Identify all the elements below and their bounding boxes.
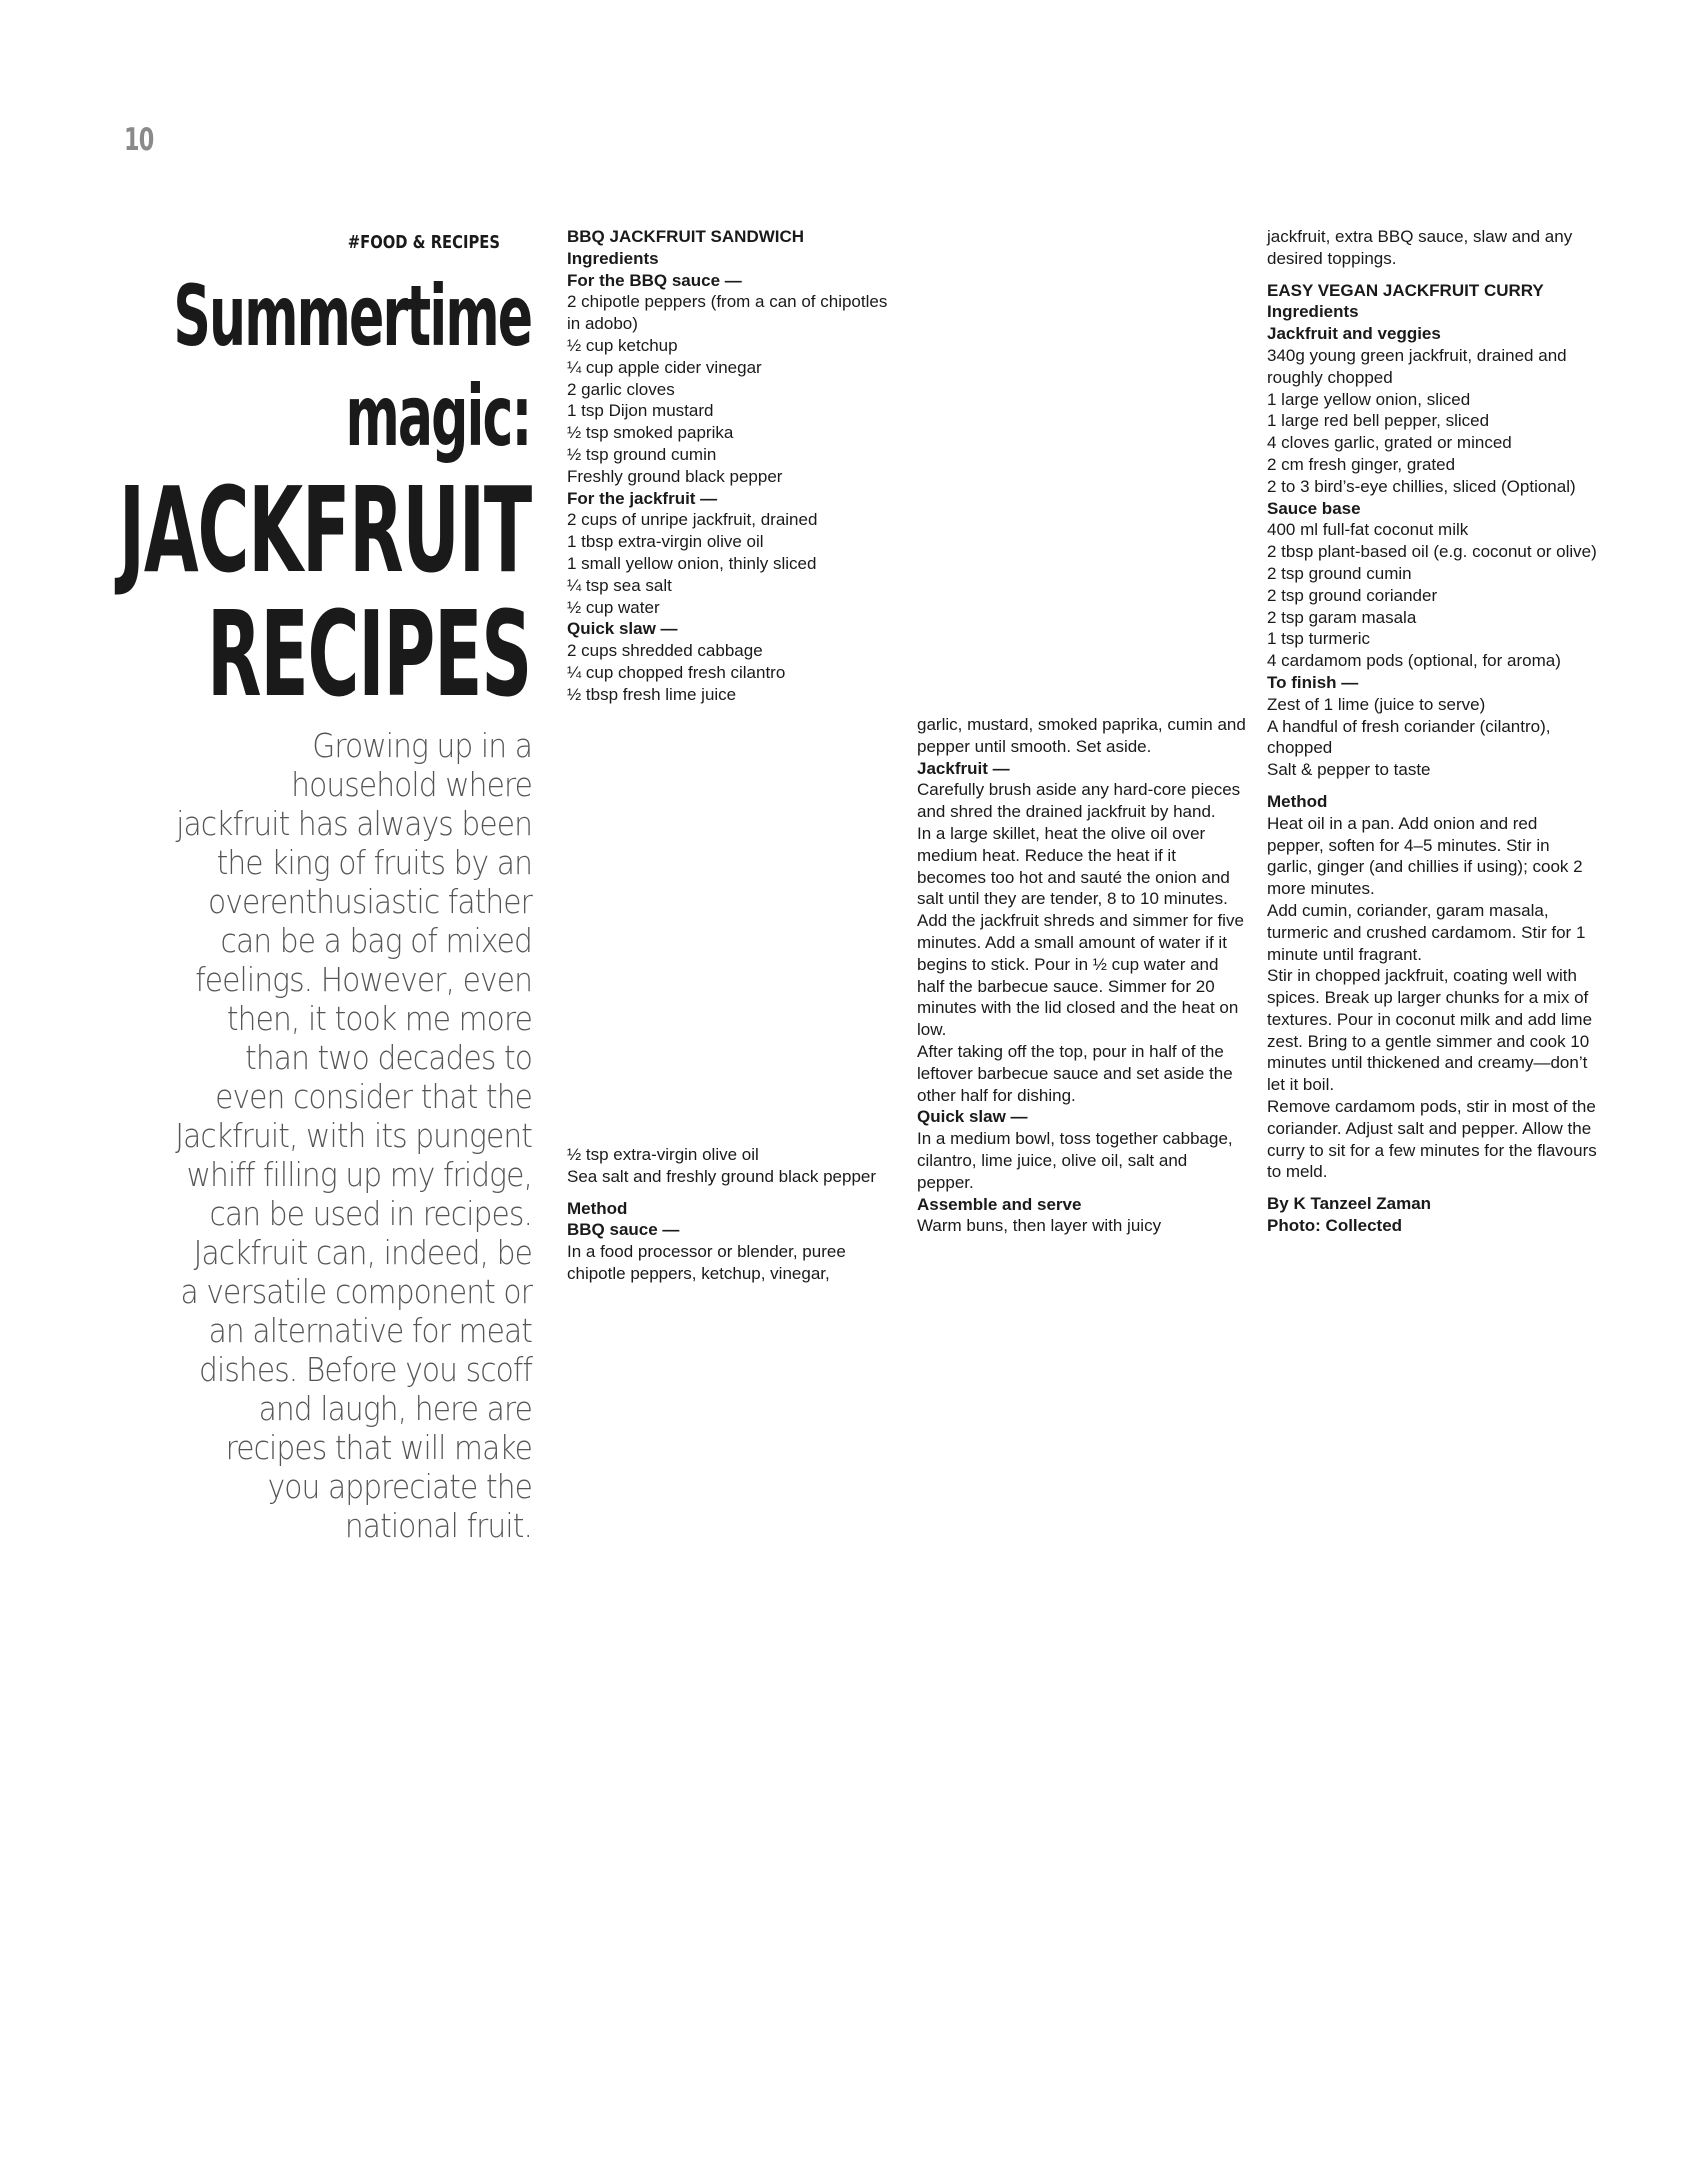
recipe-line: ½ cup water (567, 597, 660, 617)
recipe-line: 2 cups of unripe jackfruit, drained (567, 510, 818, 530)
recipe-line: 1 tbsp extra-virgin olive oil (567, 532, 764, 552)
headline-line-1: Summertime (173, 267, 531, 365)
recipe-line: ½ tsp smoked paprika (567, 423, 734, 443)
recipe-heading: BBQ sauce — (567, 1220, 680, 1240)
recipe-heading: Ingredients (1267, 302, 1359, 322)
recipe-line: 1 large red bell pepper, sliced (1267, 411, 1490, 431)
recipe-heading: Quick slaw — (567, 619, 678, 639)
recipe-heading: Ingredients (567, 248, 659, 268)
recipe-line: ½ cup ketchup (567, 335, 678, 355)
recipe-line: Stir in chopped jackfruit, coating well with spices. Break up larger chunks for a mix of textures. Pour in coconut milk and add lime zest. Bring to a gentle simmer and cook 10 minutes until thickened and creamy—don’t let it boil. (1267, 966, 1593, 1095)
recipe-line: ½ tbsp fresh lime juice (567, 684, 737, 704)
recipe-line: Remove cardamom pods, stir in most of the coriander. Adjust salt and pepper. Allow the curry to sit for a few minutes for the flavours to meld. (1267, 1097, 1597, 1182)
recipe-line: 2 tsp ground cumin (1267, 563, 1412, 583)
recipe-line: Sea salt and freshly ground black pepper (567, 1166, 877, 1186)
headline-line-3: JACKFRUIT (118, 461, 531, 599)
recipe-column-3 (1267, 226, 1597, 1237)
recipe-line: 2 tsp ground coriander (1267, 585, 1438, 605)
recipe-line: 2 cups shredded cabbage (567, 641, 763, 661)
recipe-line: Warm buns, then layer with juicy (917, 1216, 1162, 1236)
recipe-line: 2 tbsp plant-based oil (e.g. coconut or olive) (1267, 542, 1597, 562)
recipe-line: 1 tsp Dijon mustard (567, 401, 714, 421)
section-tag: #FOOD & RECIPES (347, 232, 500, 253)
page-number: 10 (124, 122, 154, 158)
recipe-heading: Jackfruit and veggies (1267, 324, 1441, 344)
recipe-heading: Photo: Collected (1267, 1216, 1403, 1236)
recipe-line: After taking off the top, pour in half of the leftover barbecue sauce and set aside the other half for dishing. (917, 1041, 1233, 1105)
recipe-line: ¼ cup apple cider vinegar (567, 357, 762, 377)
recipe-heading: Method (1267, 791, 1328, 811)
headline-line-4: RECIPES (206, 585, 531, 723)
recipe-line: 4 cloves garlic, grated or minced (1267, 433, 1512, 453)
recipe-line: 4 cardamom pods (optional, for aroma) (1267, 651, 1561, 671)
recipe-line: Zest of 1 lime (juice to serve) (1267, 694, 1486, 714)
recipe-line: Carefully brush aside any hard-core pieces and shred the drained jackfruit by hand. (917, 780, 1241, 822)
recipe-line: ½ tsp ground cumin (567, 444, 717, 464)
recipe-line: garlic, mustard, smoked paprika, cumin and pepper until smooth. Set aside. (917, 715, 1246, 756)
recipe-line: In a food processor or blender, puree chipotle peppers, ketchup, vinegar, (567, 1242, 846, 1283)
recipe-line: 1 small yellow onion, thinly sliced (567, 553, 817, 573)
recipe-line: 2 cm fresh ginger, grated (1267, 454, 1456, 474)
recipe-heading: Assemble and serve (917, 1194, 1082, 1214)
intro-paragraph: Growing up in a household where jackfruit has always been the king of fruits by an overenthusiastic father can be a bag of mixed feelings. However, even then, it took me more than two decades to even consider that the Jackfruit, with its pungent whiff filling up my fridge, can be used in recipes. Jackfruit can, indeed, be a versatile component or an alternative for meat dishes. Before you scoff and laugh, here are recipes that will make you appreciate the national fruit. (175, 726, 533, 1545)
recipe-line: In a large skillet, heat the olive oil over medium heat. Reduce the heat if it becomes too hot and sauté the onion and salt until they are tender, 8 to 10 minutes. Add the jackfruit shreds and simmer for five minutes. Add a small amount of water if it begins to stick. Pour in ½ cup water and half the barbecue sauce. Simmer for 20 minutes with the lid closed and the heat on low. (917, 823, 1244, 1040)
recipe-line: ¼ tsp sea salt (567, 575, 672, 595)
recipe-line: 2 chipotle peppers (from a can of chipotles in adobo) (567, 292, 888, 334)
recipe-line: 1 tsp turmeric (1267, 629, 1370, 649)
recipe-heading: Jackfruit — (917, 758, 1010, 778)
recipe-line: In a medium bowl, toss together cabbage, cilantro, lime juice, olive oil, salt and pepper. (917, 1129, 1233, 1192)
recipe-column-1-bottom (567, 1144, 897, 1285)
recipe-line: 340g young green jackfruit, drained and roughly chopped (1267, 345, 1567, 387)
recipe-heading: For the BBQ sauce — (567, 270, 742, 290)
recipe-line: A handful of fresh coriander (cilantro), chopped (1267, 716, 1551, 758)
recipe-heading: EASY VEGAN JACKFRUIT CURRY (1267, 280, 1544, 300)
recipe-heading: For the jackfruit — (567, 488, 718, 508)
recipe-line: ½ tsp extra-virgin olive oil (567, 1145, 759, 1164)
headline-line-2: magic: (345, 367, 531, 465)
recipe-line: jackfruit, extra BBQ sauce, slaw and any desired toppings. (1267, 227, 1573, 268)
recipe-line: 2 to 3 bird’s-eye chillies, sliced (Optional) (1267, 476, 1576, 496)
recipe-column-1-top (567, 226, 897, 706)
recipe-heading: BBQ JACKFRUIT SANDWICH (567, 227, 805, 246)
recipe-line: 400 ml full-fat coconut milk (1267, 520, 1469, 540)
recipe-line: 2 garlic cloves (567, 379, 675, 399)
recipe-line: Salt & pepper to taste (1267, 760, 1431, 780)
recipe-line: Heat oil in a pan. Add onion and red pepper, soften for 4–5 minutes. Stir in garlic, ginger (and chillies if using); cook 2 more minutes. (1267, 813, 1583, 899)
recipe-line: ¼ cup chopped fresh cilantro (567, 662, 786, 682)
recipe-heading: Method (567, 1198, 628, 1218)
recipe-heading: By K Tanzeel Zaman (1267, 1194, 1432, 1214)
recipe-heading: Sauce base (1267, 498, 1361, 518)
recipe-line: 1 large yellow onion, sliced (1267, 389, 1471, 409)
recipe-line: Freshly ground black pepper (567, 466, 783, 486)
recipe-line: Add cumin, coriander, garam masala, turmeric and crushed cardamom. Stir for 1 minute until fragrant. (1267, 900, 1586, 964)
recipe-heading: To finish — (1267, 672, 1359, 692)
recipe-line: 2 tsp garam masala (1267, 607, 1417, 627)
recipe-column-2 (917, 714, 1247, 1237)
recipe-heading: Quick slaw — (917, 1107, 1028, 1127)
